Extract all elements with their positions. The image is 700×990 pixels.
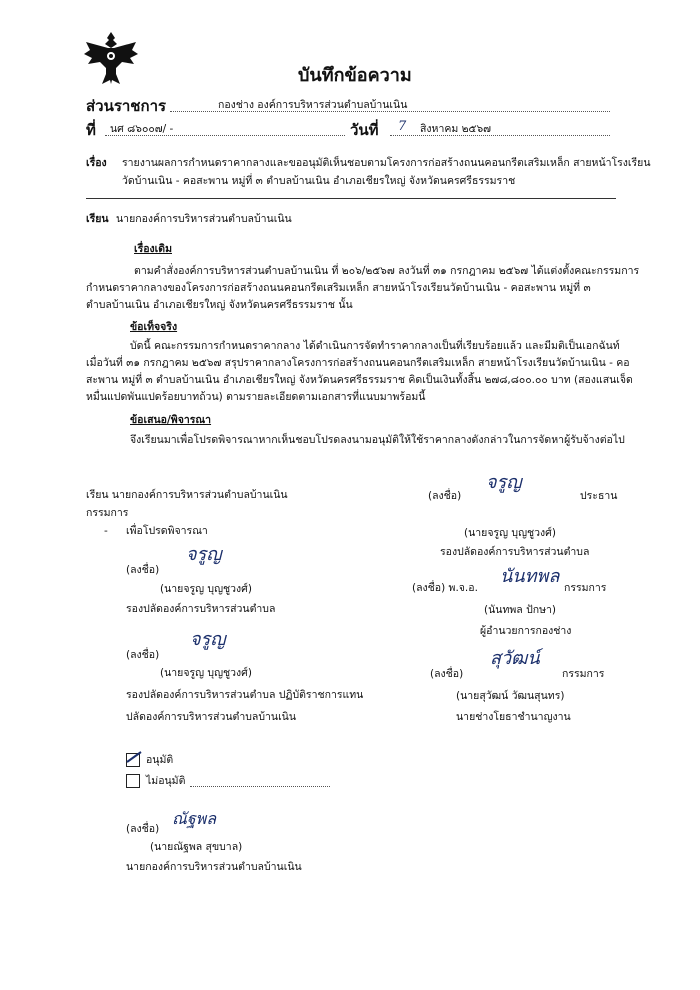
left-sig2-label: (ลงชื่อ) <box>126 649 160 661</box>
left-sig2-position-1: รองปลัดองค์การบริหารส่วนตำบล ปฏิบัติราชการแทน <box>126 689 364 701</box>
right-c1-signature: จรูญ <box>486 472 522 493</box>
left-sig2-name: (นายจรูญ บุญชูวงศ์) <box>160 667 252 679</box>
no-value: นศ ๘๖๐๐๗/ - <box>110 123 174 135</box>
subject-line-1: รายงานผลการกำหนดราคากลางและขออนุมัติเห็นชอบตามโครงการก่อสร้างถนนคอนกรีตเสริมเหล็ก สายหน้าโรงเรียน <box>122 157 651 169</box>
reject-checkbox[interactable] <box>126 774 140 788</box>
mayor-name: (นายณัฐพล สุขบาล) <box>150 841 243 853</box>
left-sig1-name: (นายจรูญ บุญชูวงศ์) <box>160 583 252 595</box>
checkmark-icon <box>125 750 143 766</box>
right-c2-label: (ลงชื่อ) พ.จ.อ. <box>412 582 478 594</box>
origin-heading: เรื่องเดิม <box>134 243 172 255</box>
no-dots <box>105 135 345 136</box>
garuda-emblem-icon <box>80 26 142 88</box>
agency-label: ส่วนราชการ <box>86 97 167 115</box>
left-sig1-position: รองปลัดองค์การบริหารส่วนตำบล <box>126 603 276 615</box>
to-label: เรียน <box>86 213 109 225</box>
reject-label: ไม่อนุมัติ <box>146 775 186 787</box>
facts-line-1: บัดนี้ คณะกรรมการกำหนดราคากลาง ได้ดำเนินการจัดทำราคากลางเป็นที่เรียบร้อยแล้ว และมีมติเป็นเอกฉันท์ <box>130 340 620 352</box>
left-sig2-position-2: ปลัดองค์การบริหารส่วนตำบลบ้านเนิน <box>126 711 297 723</box>
separator-line <box>86 198 616 199</box>
date-label: วันที่ <box>350 121 379 139</box>
mayor-signature: ณัฐพล <box>172 809 217 828</box>
right-c1-position: รองปลัดองค์การบริหารส่วนตำบล <box>440 546 590 558</box>
right-c3-role: กรรมการ <box>562 668 605 680</box>
proposal-heading: ข้อเสนอ/พิจารณา <box>130 414 212 426</box>
proposal-text: จึงเรียนมาเพื่อโปรดพิจารณาหากเห็นชอบโปรดลงนามอนุมัติให้ใช้ราคากลางดังกล่าวในการจัดหาผู้รับจ้างต่อไป <box>130 434 625 446</box>
reject-dots <box>190 786 330 787</box>
subject-line-2: วัดบ้านเนิน - คอสะพาน หมู่ที่ ๓ ตำบลบ้านเนิน อำเภอเชียรใหญ่ จังหวัดนครศรีธรรมราช <box>122 175 516 187</box>
right-c1-name: (นายจรูญ บุญชูวงศ์) <box>464 527 556 539</box>
right-c3-label: (ลงชื่อ) <box>430 668 464 680</box>
origin-line-2: กำหนดราคากลางของโครงการก่อสร้างถนนคอนกรีตเสริมเหล็ก สายหน้าโรงเรียนวัดบ้านเนิน - คอสะพาน หมู่ที่ ๓ <box>86 282 591 294</box>
right-c3-position: นายช่างโยธาชำนาญงาน <box>456 711 571 723</box>
agency-value: กองช่าง องค์การบริหารส่วนตำบลบ้านเนิน <box>218 99 408 111</box>
approve-label: อนุมัติ <box>146 754 174 766</box>
right-c2-name: (นันทพล ปักษา) <box>484 604 557 616</box>
mayor-sig-label: (ลงชื่อ) <box>126 823 160 835</box>
subject-label: เรื่อง <box>86 157 107 169</box>
right-c3-signature: สุวัฒน์ <box>490 648 540 669</box>
facts-heading: ข้อเท็จจริง <box>130 321 178 333</box>
to-value: นายกองค์การบริหารส่วนตำบลบ้านเนิน <box>116 213 292 225</box>
right-c1-label: (ลงชื่อ) <box>428 490 462 502</box>
no-label: ที่ <box>86 121 96 139</box>
left-dash: - <box>104 525 108 537</box>
right-c2-role: กรรมการ <box>564 582 607 594</box>
right-c3-name: (นายสุวัฒน์ วัฒนสุนทร) <box>456 690 565 702</box>
left-sig1-signature: จรูญ <box>186 544 222 565</box>
agency-dots <box>170 111 610 112</box>
left-for-consider: เพื่อโปรดพิจารณา <box>126 525 208 537</box>
left-to-line: เรียน นายกองค์การบริหารส่วนตำบลบ้านเนิน <box>86 489 288 501</box>
right-c2-position: ผู้อำนวยการกองช่าง <box>480 625 572 637</box>
approve-checkbox[interactable] <box>126 753 140 767</box>
facts-line-4: หมื่นแปดพันแปดร้อยบาทถ้วน) ตามรายละเอียดตามเอกสารที่แนบมาพร้อมนี้ <box>86 391 426 403</box>
origin-line-3: ตำบลบ้านเนิน อำเภอเชียรใหญ่ จังหวัดนครศรีธรรมราช นั้น <box>86 299 353 311</box>
mayor-position: นายกองค์การบริหารส่วนตำบลบ้านเนิน <box>126 861 302 873</box>
left-sig2-signature: จรูญ <box>190 629 226 650</box>
right-c2-signature: นันทพล <box>500 566 560 587</box>
left-sig1-label: (ลงชื่อ) <box>126 564 160 576</box>
right-c1-role: ประธาน <box>580 490 618 502</box>
left-committee: กรรมการ <box>86 507 129 519</box>
facts-line-2: เมื่อวันที่ ๓๑ กรกฎาคม ๒๕๖๗ สรุปราคากลางโครงการก่อสร้างถนนคอนกรีตเสริมเหล็ก สายหน้าโรงเรียนวัดบ้านเนิน - คอ <box>86 357 630 369</box>
memo-title: บันทึกข้อความ <box>298 65 412 86</box>
date-dots <box>390 135 610 136</box>
origin-line-1: ตามคำสั่งองค์การบริหารส่วนตำบลบ้านเนิน ที่ ๒๐๖/๒๕๖๗ ลงวันที่ ๓๑ กรกฎาคม ๒๕๖๗ ได้แต่งตั้งคณะกรรมการ <box>134 265 640 277</box>
facts-line-3: สะพาน หมู่ที่ ๓ ตำบลบ้านเนิน อำเภอเชียรใหญ่ จังหวัดนครศรีธรรมราช คิดเป็นเงินทั้งสิ้น ๒๗๘,๘๐๐.๐๐ บาท (สองแสนเจ็ด <box>86 374 633 386</box>
date-day: 7 <box>398 119 407 134</box>
date-value: สิงหาคม ๒๕๖๗ <box>420 123 492 135</box>
